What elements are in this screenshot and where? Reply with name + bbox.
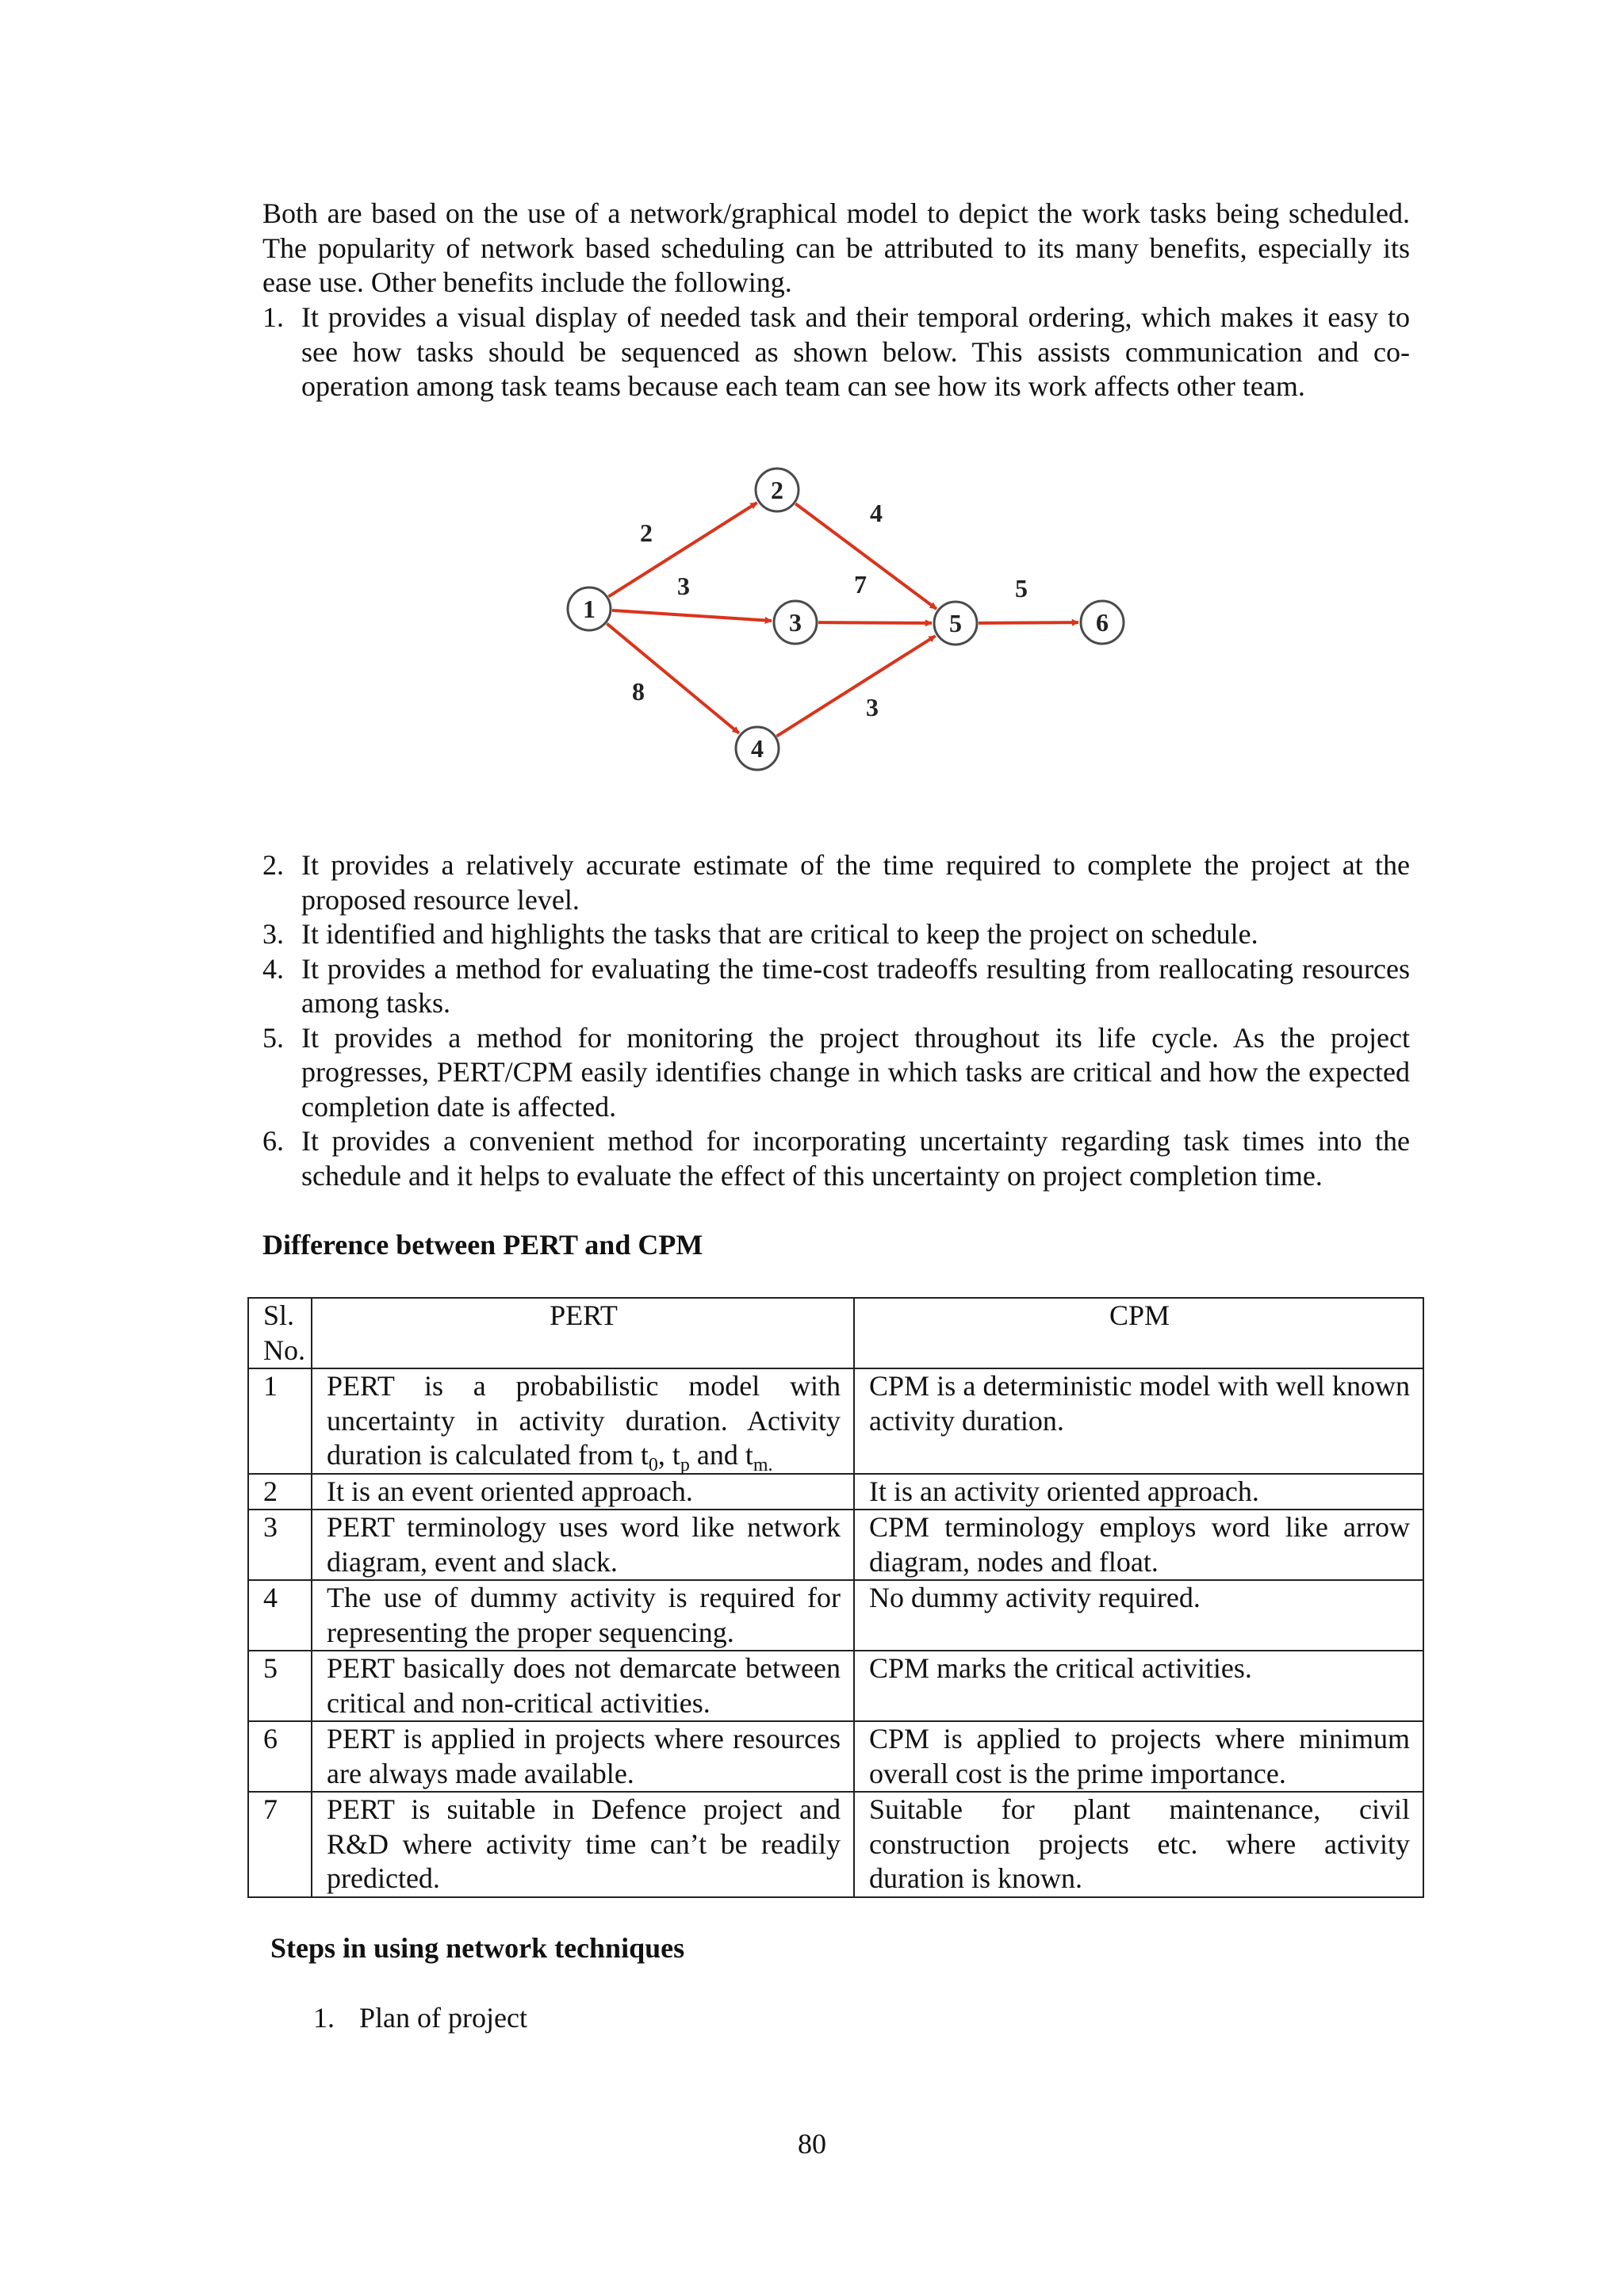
node-label: 2 [771, 476, 783, 504]
network-diagram [555, 458, 1142, 783]
list-item [262, 1021, 1410, 1125]
row-cpm: Suitable for plant maintenance, civil construction projects etc. where activity duration is known. [854, 1792, 1423, 1897]
arrow-1-to-3 [612, 610, 772, 621]
step-number: 1. [313, 2002, 335, 2034]
duration-label-3-5: 7 [854, 570, 867, 599]
row-sl: 1 [248, 1368, 312, 1474]
list-number: 1. [262, 301, 284, 333]
table-row [248, 1368, 1423, 1474]
network-node-2 [756, 469, 799, 511]
network-node-4 [736, 727, 779, 770]
network-node-6 [1081, 601, 1124, 644]
list-number: 3. [262, 918, 284, 950]
duration-label-2-5: 4 [870, 499, 883, 527]
list-item [262, 848, 1410, 917]
table-row [248, 1792, 1423, 1897]
list-text: It provides a method for evaluating the time-cost tradeoffs resulting from reallocating resources among tasks. [301, 952, 1410, 1019]
row-sl: 7 [248, 1792, 312, 1897]
list-item [262, 1124, 1410, 1193]
row-sl: 4 [248, 1580, 312, 1651]
arrow-5-to-6 [979, 622, 1078, 623]
network-node-1 [568, 587, 611, 630]
node-label: 4 [751, 734, 764, 763]
list-text: It provides a relatively accurate estimate of the time required to complete the project at the proposed resource level. [301, 849, 1410, 916]
row-pert: It is an event oriented approach. [312, 1474, 854, 1510]
page-number: 80 [798, 2128, 826, 2160]
network-node-5 [934, 602, 977, 645]
table-row [248, 1510, 1423, 1580]
header-sl-no: Sl. No. [248, 1298, 312, 1368]
row-cpm: CPM is applied to projects where minimum overall cost is the prime importance. [854, 1721, 1423, 1792]
row-pert: PERT is applied in projects where resources are always made available. [312, 1721, 854, 1792]
list-text: It provides a convenient method for incorporating uncertainty regarding task times into the schedule and it helps to evaluate the effect of this uncertainty on project completion time. [301, 1125, 1410, 1192]
difference-heading: Difference between PERT and CPM [262, 1229, 703, 1261]
table-row [248, 1721, 1423, 1792]
row-cpm: CPM terminology employs word like arrow diagram, nodes and float. [854, 1510, 1423, 1580]
duration-label-5-6: 5 [1015, 574, 1028, 603]
node-label: 1 [583, 595, 596, 623]
table-row [248, 1580, 1423, 1651]
comparison-table [247, 1297, 1424, 1898]
benefits-list-rest [262, 848, 1410, 1193]
row-pert: The use of dummy activity is required for representing the proper sequencing. [312, 1580, 854, 1651]
row-pert: PERT is a probabilistic model with uncertainty in activity duration. Activity duration is calculated from $t_0$, $t_p$ and $t_{m.}$ [312, 1368, 854, 1474]
list-number: 2. [262, 849, 284, 881]
table-row [248, 1474, 1423, 1510]
list-text: It provides a visual display of needed task and their temporal ordering, which makes it easy to see how tasks should be sequenced as shown below. This assists communication and co-operation among task teams because each team can see how its work affects other team. [301, 301, 1410, 402]
list-item [262, 300, 1410, 404]
row-cpm: CPM is a deterministic model with well known activity duration. [854, 1368, 1423, 1474]
list-number: 5. [262, 1021, 284, 1054]
duration-label-1-3: 3 [677, 572, 690, 600]
steps-heading: Steps in using network techniques [270, 1932, 685, 1964]
arrow-3-to-5 [818, 622, 932, 623]
list-text: It identified and highlights the tasks that are critical to keep the project on schedule. [301, 918, 1258, 950]
benefits-list-first [262, 300, 1410, 404]
list-item [262, 917, 1410, 952]
row-sl: 6 [248, 1721, 312, 1792]
row-cpm: No dummy activity required. [854, 1580, 1423, 1651]
row-sl: 2 [248, 1474, 312, 1510]
list-item [262, 952, 1410, 1021]
row-pert: PERT is suitable in Defence project and R&D where activity time can’t be readily predicted. [312, 1792, 854, 1897]
list-number: 6. [262, 1125, 284, 1157]
header-pert: PERT [312, 1298, 854, 1368]
row-pert: PERT terminology uses word like network diagram, event and slack. [312, 1510, 854, 1580]
arrow-1-to-4 [607, 624, 739, 733]
table-row [248, 1651, 1423, 1721]
table-header-row [248, 1298, 1423, 1368]
list-text: It provides a method for monitoring the project throughout its life cycle. As the project progresses, PERT/CPM easily identifies change in which tasks are critical and how the expected completion date is affected. [301, 1021, 1410, 1123]
network-node-3 [774, 601, 817, 644]
steps-list [313, 2001, 527, 2035]
row-cpm: It is an activity oriented approach. [854, 1474, 1423, 1510]
row-pert: PERT basically does not demarcate between critical and non-critical activities. [312, 1651, 854, 1721]
row-cpm: CPM marks the critical activities. [854, 1651, 1423, 1721]
node-label: 3 [789, 608, 802, 637]
duration-label-1-4: 8 [632, 677, 645, 706]
list-number: 4. [262, 952, 284, 985]
node-label: 6 [1096, 608, 1109, 637]
duration-label-1-2: 2 [640, 519, 653, 547]
duration-label-4-5: 3 [866, 693, 879, 721]
intro-paragraph: Both are based on the use of a network/graphical model to depict the work tasks being scheduled. The popularity of network based scheduling can be attributed to its many benefits, especially its ease use. Other benefits include the following. [262, 197, 1410, 298]
arrow-4-to-5 [777, 636, 936, 736]
node-label: 5 [949, 609, 962, 637]
header-cpm: CPM [854, 1298, 1423, 1368]
step-text: Plan of project [359, 2002, 527, 2034]
row-sl: 3 [248, 1510, 312, 1580]
row-sl: 5 [248, 1651, 312, 1721]
